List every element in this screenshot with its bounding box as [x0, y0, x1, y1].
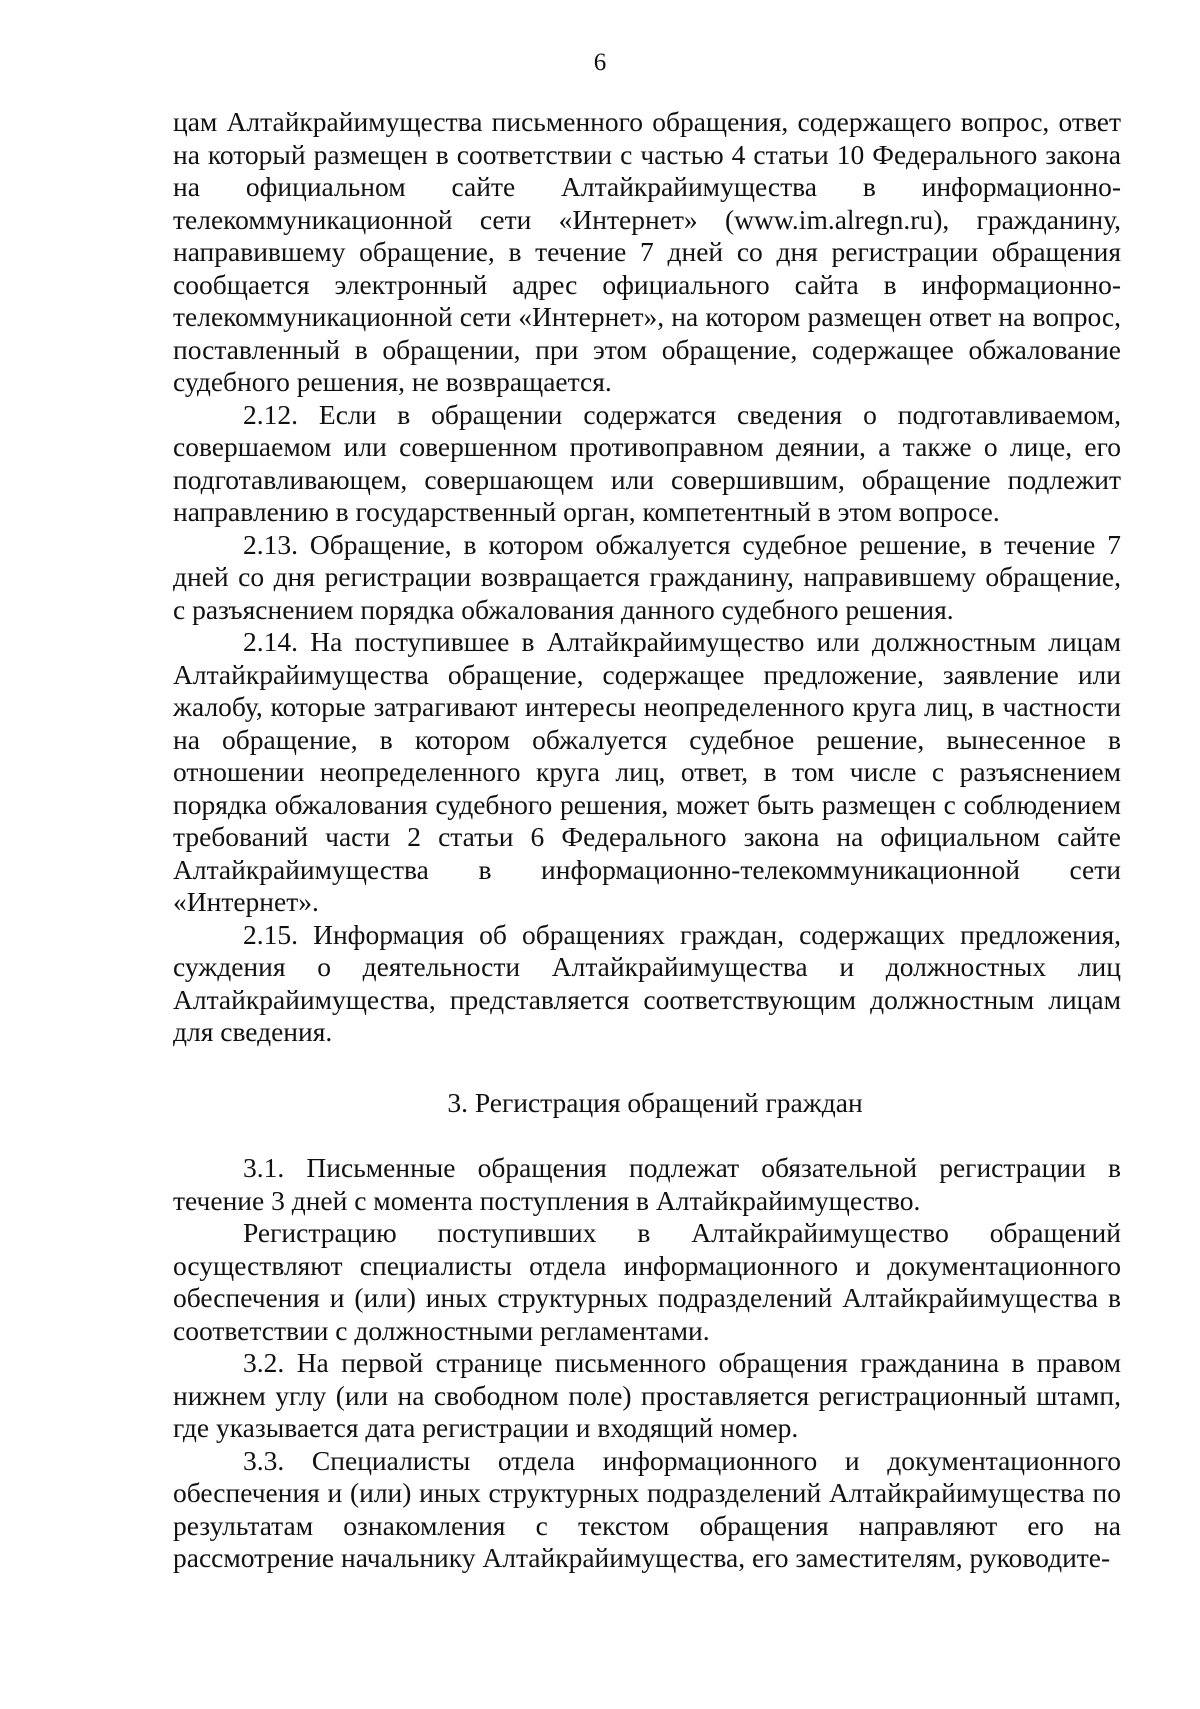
paragraph-3-1: 3.1. Письменные обращения подлежат обязательной регистрации в течение 3 дней с момента поступления в Алтайкрайимущество.	[173, 1152, 1121, 1216]
text-block-bottom	[173, 1152, 1121, 1575]
paragraph-3-2: 3.2. На первой странице письменного обращения гражданина в правом нижнем углу (или на свободном поле) проставляется регистрационный штамп, где указывается дата регистрации и входящий номер.	[173, 1347, 1121, 1443]
paragraph-2-14: 2.14. На поступившее в Алтайкрайимущество или должностным лицам Алтайкрайимущества обращение, содержащее предложение, заявление или жалобу, которые затрагивают интересы неопределенного круга лиц, в частности на обращение, в котором обжалуется судебное решение, вынесенное в отношении неопределенного круга лиц, ответ, в том числе с разъяснением порядка обжалования судебного решения, может быть размещен с соблюдением требований части 2 статьи 6 Федерального закона на официальном сайте Алтайкрайимущества в информационно-телекоммуникационной сети «Интернет».	[173, 626, 1121, 917]
paragraph-3-3: 3.3. Специалисты отдела информационного и документационного обеспечения и (или) иных структурных подразделений Алтайкрайимущества по результатам ознакомления с текстом обращения направляют его на рассмотрение начальнику Алтайкрайимущества, его заместителям, руководите-	[173, 1444, 1121, 1573]
section-heading: 3. Регистрация обращений граждан	[447, 1087, 863, 1118]
paragraph-continuation: цам Алтайкрайимущества письменного обращения, содержащего вопрос, ответ на который размещен в соответствии с частью 4 статьи 10 Федерального закона на официальном сайте Алтайкрайимущества в информационно-телекоммуникационной сети «Интернет» (www.im.alregn.ru), гражданину, направившему обращение, в течение 7 дней со дня регистрации обращения сообщается электронный адрес официального сайта в информационно-телекоммуникационной сети «Интернет», на котором размещен ответ на вопрос, поставленный в обращении, при этом обращение, содержащее обжалование судебного решения, не возвращается.	[173, 106, 1121, 397]
paragraph-2-15: 2.15. Информация об обращениях граждан, содержащих предложения, суждения о деятельности Алтайкрайимущества и должностных лиц Алтайкрайимущества, представляется соответствующим должностным лицам для сведения.	[173, 918, 1121, 1047]
page-number: 6	[593, 49, 607, 76]
paragraph-registration: Регистрацию поступивших в Алтайкрайимущество обращений осуществляют специалисты отдела информационного и документационного обеспечения и (или) иных структурных подразделений Алтайкрайимущества в соответствии с должностными регламентами.	[173, 1217, 1121, 1346]
paragraph-2-13: 2.13. Обращение, в котором обжалуется судебное решение, в течение 7 дней со дня регистрации возвращается гражданину, направившему обращение, с разъяснением порядка обжалования данного судебного решения.	[173, 528, 1121, 625]
paragraph-2-12: 2.12. Если в обращении содержатся сведения о подготавливаемом, совершаемом или совершенном противоправном деянии, а также о лице, его подготавливающем, совершающем или совершившим, обращение подлежит направлению в государственный орган, компетентный в этом вопросе.	[173, 398, 1121, 527]
text-block-top	[173, 106, 1121, 1049]
